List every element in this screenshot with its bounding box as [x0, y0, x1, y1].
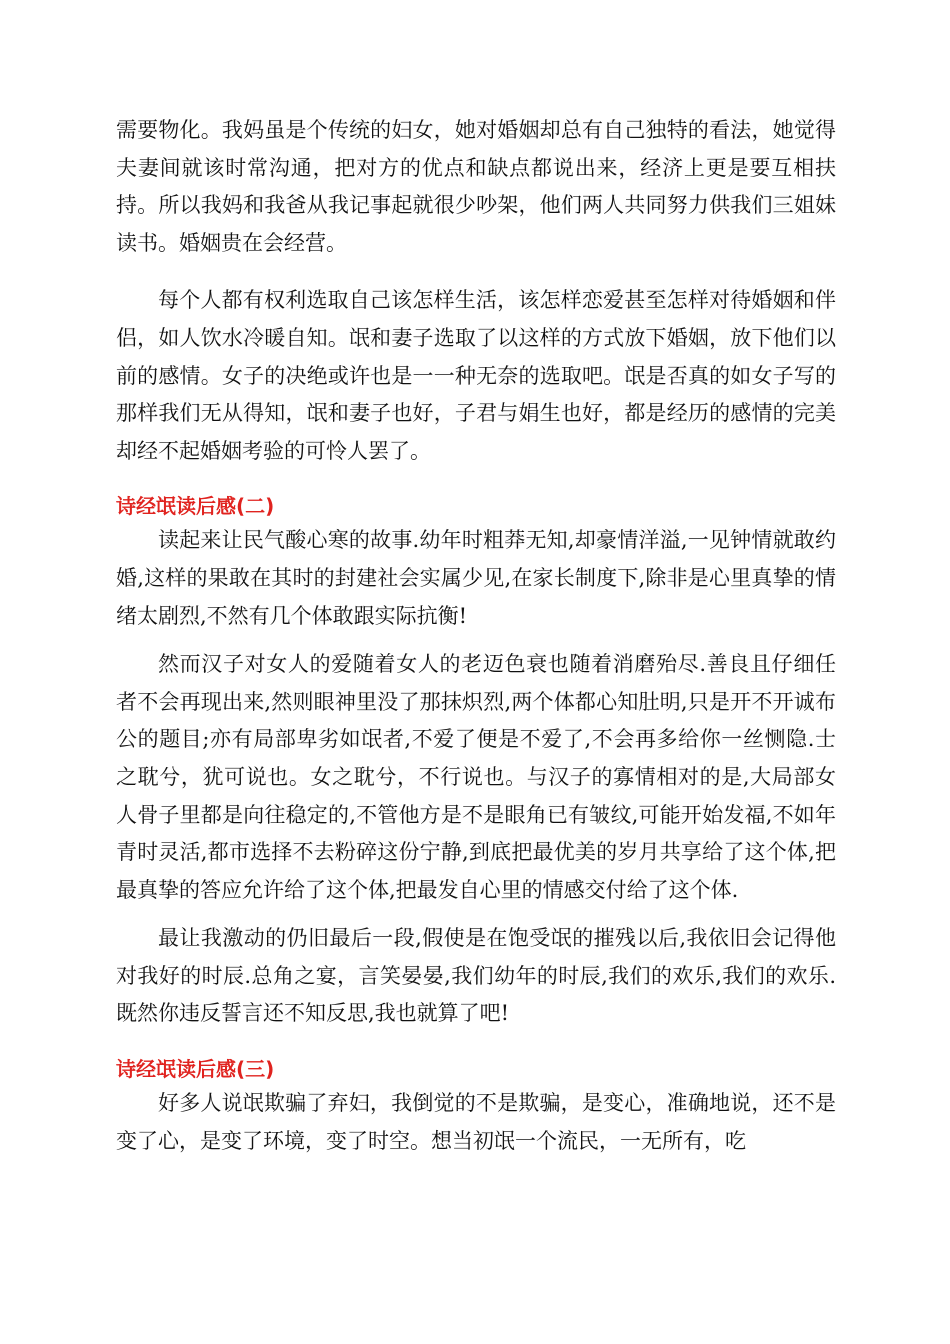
section-heading-3: 诗经氓读后感(三) [116, 1057, 275, 1082]
paragraph-5: 最让我激动的仍旧最后一段,假使是在饱受氓的摧残以后,我依旧会记得他对我好的时辰.总角之宴，言笑晏晏,我们幼年的时辰,我们的欢乐,我们的欢乐.既然你违反誓言还不知反思,我也就算了吧! [116, 926, 836, 1026]
document-page [116, 112, 836, 1160]
paragraph-3: 读起来让民气酸心寒的故事.幼年时粗莽无知,却豪情洋溢,一见钟情就敢约婚,这样的果敢在其时的封建社会实属少见,在家长制度下,除非是心里真挚的情绪太剧烈,不然有几个体敢跟实际抗衡! [116, 528, 836, 628]
section-heading-2: 诗经氓读后感(二) [116, 494, 275, 519]
paragraph-2: 每个人都有权利选取自己该怎样生活，该怎样恋爱甚至怎样对待婚姻和伴侣，如人饮水冷暖自知。氓和妻子选取了以这样的方式放下婚姻，放下他们以前的感情。女子的决绝或许也是一一种无奈的选取吧。氓是否真的如女子写的那样我们无从得知，氓和妻子也好，子君与娟生也好，都是经历的感情的完美却经不起婚姻考验的可怜人罢了。 [116, 288, 836, 463]
paragraph-6: 好多人说氓欺骗了弃妇，我倒觉的不是欺骗，是变心，准确地说，还不是变了心，是变了环境，变了时空。想当初氓一个流民，一无所有，吃 [116, 1091, 836, 1153]
paragraph-4: 然而汉子对女人的爱随着女人的老迈色衰也随着消磨殆尽.善良且仔细任者不会再现出来,然则眼神里没了那抹炽烈,两个体都心知肚明,只是开不开诚布公的题目;亦有局部卑劣如氓者,不爱了便是不爱了,不会再多给你一丝恻隐.士之耽兮，犹可说也。女之耽兮，不行说也。与汉子的寡情相对的是,大局部女人骨子里都是向往稳定的,不管他方是不是眼角已有皱纹,可能开始发福,不如年青时灵活,都市选择不去粉碎这份宁静,到底把最优美的岁月共享给了这个体,把最真挚的答应允许给了这个体,把最发自心里的情感交付给了这个体. [116, 652, 836, 902]
paragraph-1: 需要物化。我妈虽是个传统的妇女，她对婚姻却总有自己独特的看法，她觉得夫妻间就该时常沟通，把对方的优点和缺点都说出来，经济上更是要互相扶持。所以我妈和我爸从我记事起就很少吵架，他们两人共同努力供我们三姐妹读书。婚姻贵在会经营。 [116, 118, 836, 255]
